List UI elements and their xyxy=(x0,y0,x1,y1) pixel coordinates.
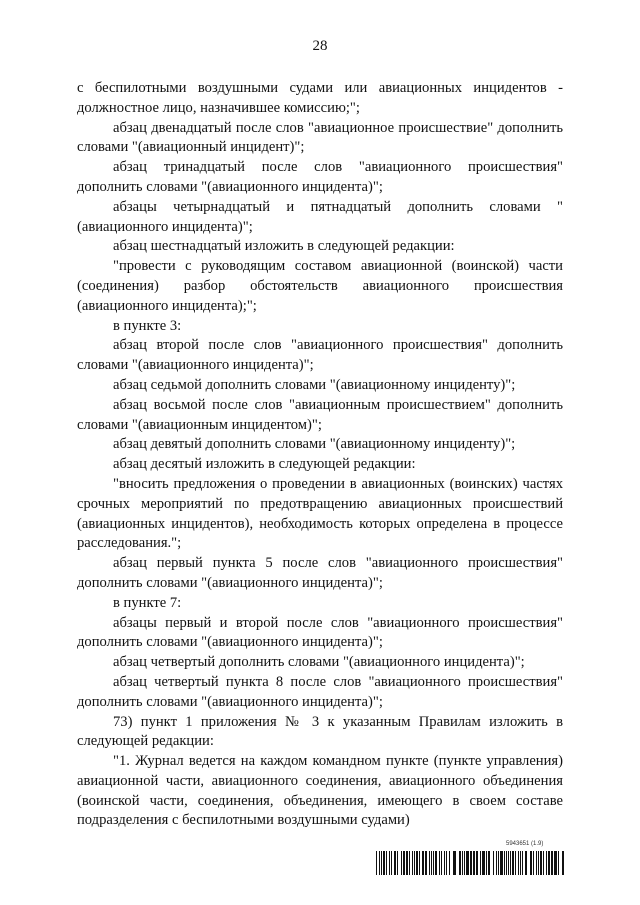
paragraph-20: "1. Журнал ведется на каждом командном пункте (пункте управления) авиационной части, авиационного соединения, авиационного объединения (воинской части, соединения, объединения, имеющего в своем составе подразделения с беспилотными воздушными судами) xyxy=(77,753,563,829)
paragraph-5: абзац шестнадцатый изложить в следующей редакции: xyxy=(113,238,455,255)
paragraph-1: с беспилотными воздушными судами или авиационных инцидентов - должностное лицо, назначившее комиссию;"; xyxy=(77,80,563,116)
paragraph-12: абзац десятый изложить в следующей редакции: xyxy=(113,456,416,473)
paragraph-2: абзац двенадцатый после слов "авиационное происшествие" дополнить словами "(авиационный инцидент)"; xyxy=(77,119,563,156)
paragraph-4: абзацы четырнадцатый и пятнадцатый дополнить словами "(авиационного инцидента)"; xyxy=(77,198,563,235)
document-code: 5943651 (1.9) xyxy=(506,841,544,847)
paragraph-15: в пункте 7: xyxy=(113,594,182,611)
paragraph-13: "вносить предложения о проведении в авиационных (воинских) частях срочных мероприятий по предотвращению авиационных происшествий (авиационных инцидентов), необходимость которых определена в процессе расследования."; xyxy=(77,475,563,552)
paragraph-9: абзац седьмой дополнить словами "(авиационному инциденту)"; xyxy=(113,376,516,393)
paragraph-16: абзацы первый и второй после слов "авиационного происшествия" дополнить словами "(авиационного инцидента)"; xyxy=(77,614,563,651)
paragraph-14: абзац первый пункта 5 после слов "авиационного происшествия" дополнить словами "(авиационного инцидента)"; xyxy=(77,555,563,591)
document-body xyxy=(77,79,563,831)
paragraph-6: "провести с руководящим составом авиационной (воинской) части (соединения) разбор обстоятельств авиационного происшествия (авиационного инцидента);"; xyxy=(77,258,563,314)
paragraph-3: абзац тринадцатый после слов "авиационного происшествия" дополнить словами "(авиационного инцидента)"; xyxy=(77,159,563,195)
paragraph-17: абзац четвертый дополнить словами "(авиационного инцидента)"; xyxy=(113,654,525,671)
paragraph-7: в пункте 3: xyxy=(113,317,182,334)
paragraph-19: 73) пункт 1 приложения № 3 к указанным Правилам изложить в следующей редакции: xyxy=(77,713,563,750)
barcode-icon xyxy=(376,851,564,875)
paragraph-8: абзац второй после слов "авиационного происшествия" дополнить словами "(авиационного инцидента)"; xyxy=(77,337,563,374)
paragraph-11: абзац девятый дополнить словами "(авиационному инциденту)"; xyxy=(113,436,516,453)
paragraph-18: абзац четвертый пункта 8 после слов "авиационного происшествия" дополнить словами "(авиационного инцидента)"; xyxy=(77,673,563,710)
page-number: 28 xyxy=(312,38,328,54)
paragraph-10: абзац восьмой после слов "авиационным происшествием" дополнить словами "(авиационным инцидентом)"; xyxy=(77,396,563,433)
